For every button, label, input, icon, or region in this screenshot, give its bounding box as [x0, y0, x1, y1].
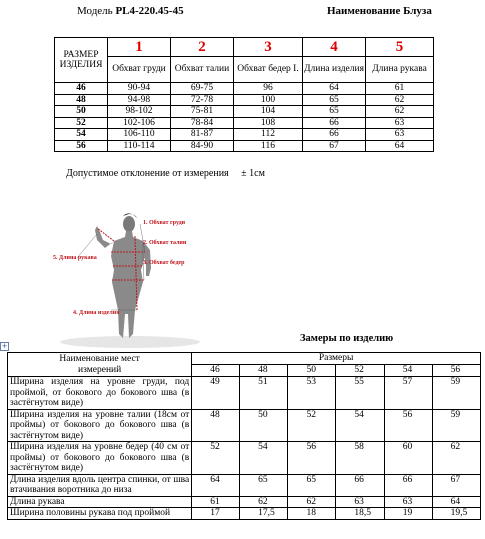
- measure-value: 54: [336, 409, 384, 442]
- measure-name: Ширина изделия на уровне талии (18см от проймы) от бокового до бокового шва (в застёгнутом виде): [8, 409, 192, 442]
- size-column-header: 48: [240, 365, 288, 377]
- sizes-header: Размеры: [192, 353, 481, 365]
- measure-value: 54: [240, 442, 288, 475]
- size-cell: 63: [366, 117, 434, 129]
- size-cell: 66: [303, 117, 366, 129]
- measure-value: 62: [432, 442, 480, 475]
- measure-value: 59: [432, 409, 480, 442]
- measure-value: 63: [336, 496, 384, 508]
- name-value: Блуза: [403, 5, 432, 17]
- measure-value: 48: [192, 409, 240, 442]
- measurement-figure: [25, 210, 235, 350]
- size-cell: 84-90: [171, 140, 234, 152]
- size-cell: 78-84: [171, 117, 234, 129]
- size-cell: 106-110: [108, 129, 171, 141]
- measure-name: Ширина изделия на уровне бедер (40 см от проймы) от бокового до бокового шва (в застёгнутом виде): [8, 442, 192, 475]
- size-column-header: 54: [384, 365, 432, 377]
- measure-value: 18,5: [336, 508, 384, 520]
- measure-value: 17: [192, 508, 240, 520]
- measure-value: 19: [384, 508, 432, 520]
- measure-value: 55: [336, 377, 384, 410]
- measure-value: 52: [288, 409, 336, 442]
- size-cell: 66: [303, 129, 366, 141]
- size-row: [55, 94, 434, 106]
- size-cell: 65: [303, 106, 366, 118]
- size-cell: 108: [234, 117, 303, 129]
- name-label: Наименование: [327, 5, 401, 17]
- col-number: 1: [108, 38, 171, 57]
- size-value: 48: [55, 94, 108, 106]
- size-value: 52: [55, 117, 108, 129]
- size-cell: 102-106: [108, 117, 171, 129]
- measure-value: 19,5: [432, 508, 480, 520]
- measure-value: 50: [240, 409, 288, 442]
- size-cell: 116: [234, 140, 303, 152]
- measure-value: 60: [384, 442, 432, 475]
- size-column-header: 50: [288, 365, 336, 377]
- measure-name: Ширина половины рукава под проймой: [8, 508, 192, 520]
- measure-value: 62: [240, 496, 288, 508]
- tolerance-value: ± 1см: [241, 168, 265, 179]
- size-cell: 61: [366, 83, 434, 95]
- label-chest: 1. Обхват груди: [143, 220, 186, 226]
- measure-value: 63: [384, 496, 432, 508]
- measure-value: 56: [384, 409, 432, 442]
- size-cell: 81-87: [171, 129, 234, 141]
- size-cell: 112: [234, 129, 303, 141]
- expand-icon[interactable]: +: [1, 342, 8, 350]
- size-cell: 62: [366, 106, 434, 118]
- product-name-line: [327, 5, 432, 17]
- size-value: 54: [55, 129, 108, 141]
- size-column-header: 56: [432, 365, 480, 377]
- col-number: 5: [366, 38, 434, 57]
- measure-row: [8, 377, 481, 410]
- col-number: 4: [303, 38, 366, 57]
- col-header: Длина рукава: [366, 57, 434, 83]
- size-table: [54, 37, 434, 152]
- col-header: Обхват талии: [171, 57, 234, 83]
- label-hips: 3. Обхват бедер: [143, 260, 185, 266]
- measure-value: 53: [288, 377, 336, 410]
- name-header: Наименование мест измерений: [8, 353, 192, 377]
- measure-row: [8, 508, 481, 520]
- measure-value: 64: [432, 496, 480, 508]
- col-header: Обхват груди: [108, 57, 171, 83]
- size-value: 56: [55, 140, 108, 152]
- size-row: [55, 117, 434, 129]
- measure-value: 58: [336, 442, 384, 475]
- measure-value: 18: [288, 508, 336, 520]
- size-cell: 63: [366, 129, 434, 141]
- tolerance-line: [66, 168, 265, 179]
- size-column-header: 52: [336, 365, 384, 377]
- size-cell: 98-102: [108, 106, 171, 118]
- measure-value: 49: [192, 377, 240, 410]
- size-cell: 72-78: [171, 94, 234, 106]
- measure-row: [8, 442, 481, 475]
- measure-value: 64: [192, 474, 240, 496]
- label-sleeve-length: 5. Длина рукава: [53, 255, 97, 261]
- measure-name: Длина рукава: [8, 496, 192, 508]
- size-cell: 90-94: [108, 83, 171, 95]
- measure-value: 61: [192, 496, 240, 508]
- size-row: [55, 140, 434, 152]
- size-cell: 96: [234, 83, 303, 95]
- model-value: PL4-220.45-45: [115, 5, 184, 17]
- size-value: 50: [55, 106, 108, 118]
- col-number: 3: [234, 38, 303, 57]
- measure-value: 65: [240, 474, 288, 496]
- measure-table-title: Замеры по изделию: [300, 333, 394, 344]
- measure-row: [8, 474, 481, 496]
- measure-row: [8, 409, 481, 442]
- size-column-header: 46: [192, 365, 240, 377]
- measure-value: 62: [288, 496, 336, 508]
- size-cell: 62: [366, 94, 434, 106]
- size-cell: 69-75: [171, 83, 234, 95]
- size-cell: 100: [234, 94, 303, 106]
- size-row: [55, 83, 434, 95]
- measure-value: 17,5: [240, 508, 288, 520]
- model-line: [77, 5, 184, 17]
- measure-value: 66: [336, 474, 384, 496]
- measure-value: 59: [432, 377, 480, 410]
- measure-name: Ширина изделия на уровне груди, под проймой, от бокового до бокового шва (в застёгнутом виде): [8, 377, 192, 410]
- measure-value: 51: [240, 377, 288, 410]
- measure-value: 65: [288, 474, 336, 496]
- size-row: [55, 129, 434, 141]
- size-cell: 75-81: [171, 106, 234, 118]
- size-cell: 64: [366, 140, 434, 152]
- col-header: Длина изделия: [303, 57, 366, 83]
- size-row: [55, 106, 434, 118]
- measure-name: Длина изделия вдоль центра спинки, от шва втачивания воротника до низа: [8, 474, 192, 496]
- measure-value: 66: [384, 474, 432, 496]
- tolerance-label: Допустимое отклонение от измерения: [66, 168, 229, 179]
- col-number: 2: [171, 38, 234, 57]
- size-cell: 94-98: [108, 94, 171, 106]
- measure-value: 52: [192, 442, 240, 475]
- model-label: Модель: [77, 5, 113, 17]
- mannequin-illustration: [25, 210, 235, 350]
- measure-value: 57: [384, 377, 432, 410]
- size-cell: 67: [303, 140, 366, 152]
- size-header: РАЗМЕР ИЗДЕЛИЯ: [55, 38, 108, 83]
- label-waist: 2. Обхват талии: [143, 240, 187, 246]
- measure-value: 67: [432, 474, 480, 496]
- measure-table: [7, 352, 481, 520]
- size-cell: 65: [303, 94, 366, 106]
- measure-row: [8, 496, 481, 508]
- col-header: Обхват бедер I.: [234, 57, 303, 83]
- label-product-length: 4. Длина изделия: [73, 310, 120, 316]
- size-cell: 104: [234, 106, 303, 118]
- size-value: 46: [55, 83, 108, 95]
- size-cell: 64: [303, 83, 366, 95]
- measure-value: 56: [288, 442, 336, 475]
- size-cell: 110-114: [108, 140, 171, 152]
